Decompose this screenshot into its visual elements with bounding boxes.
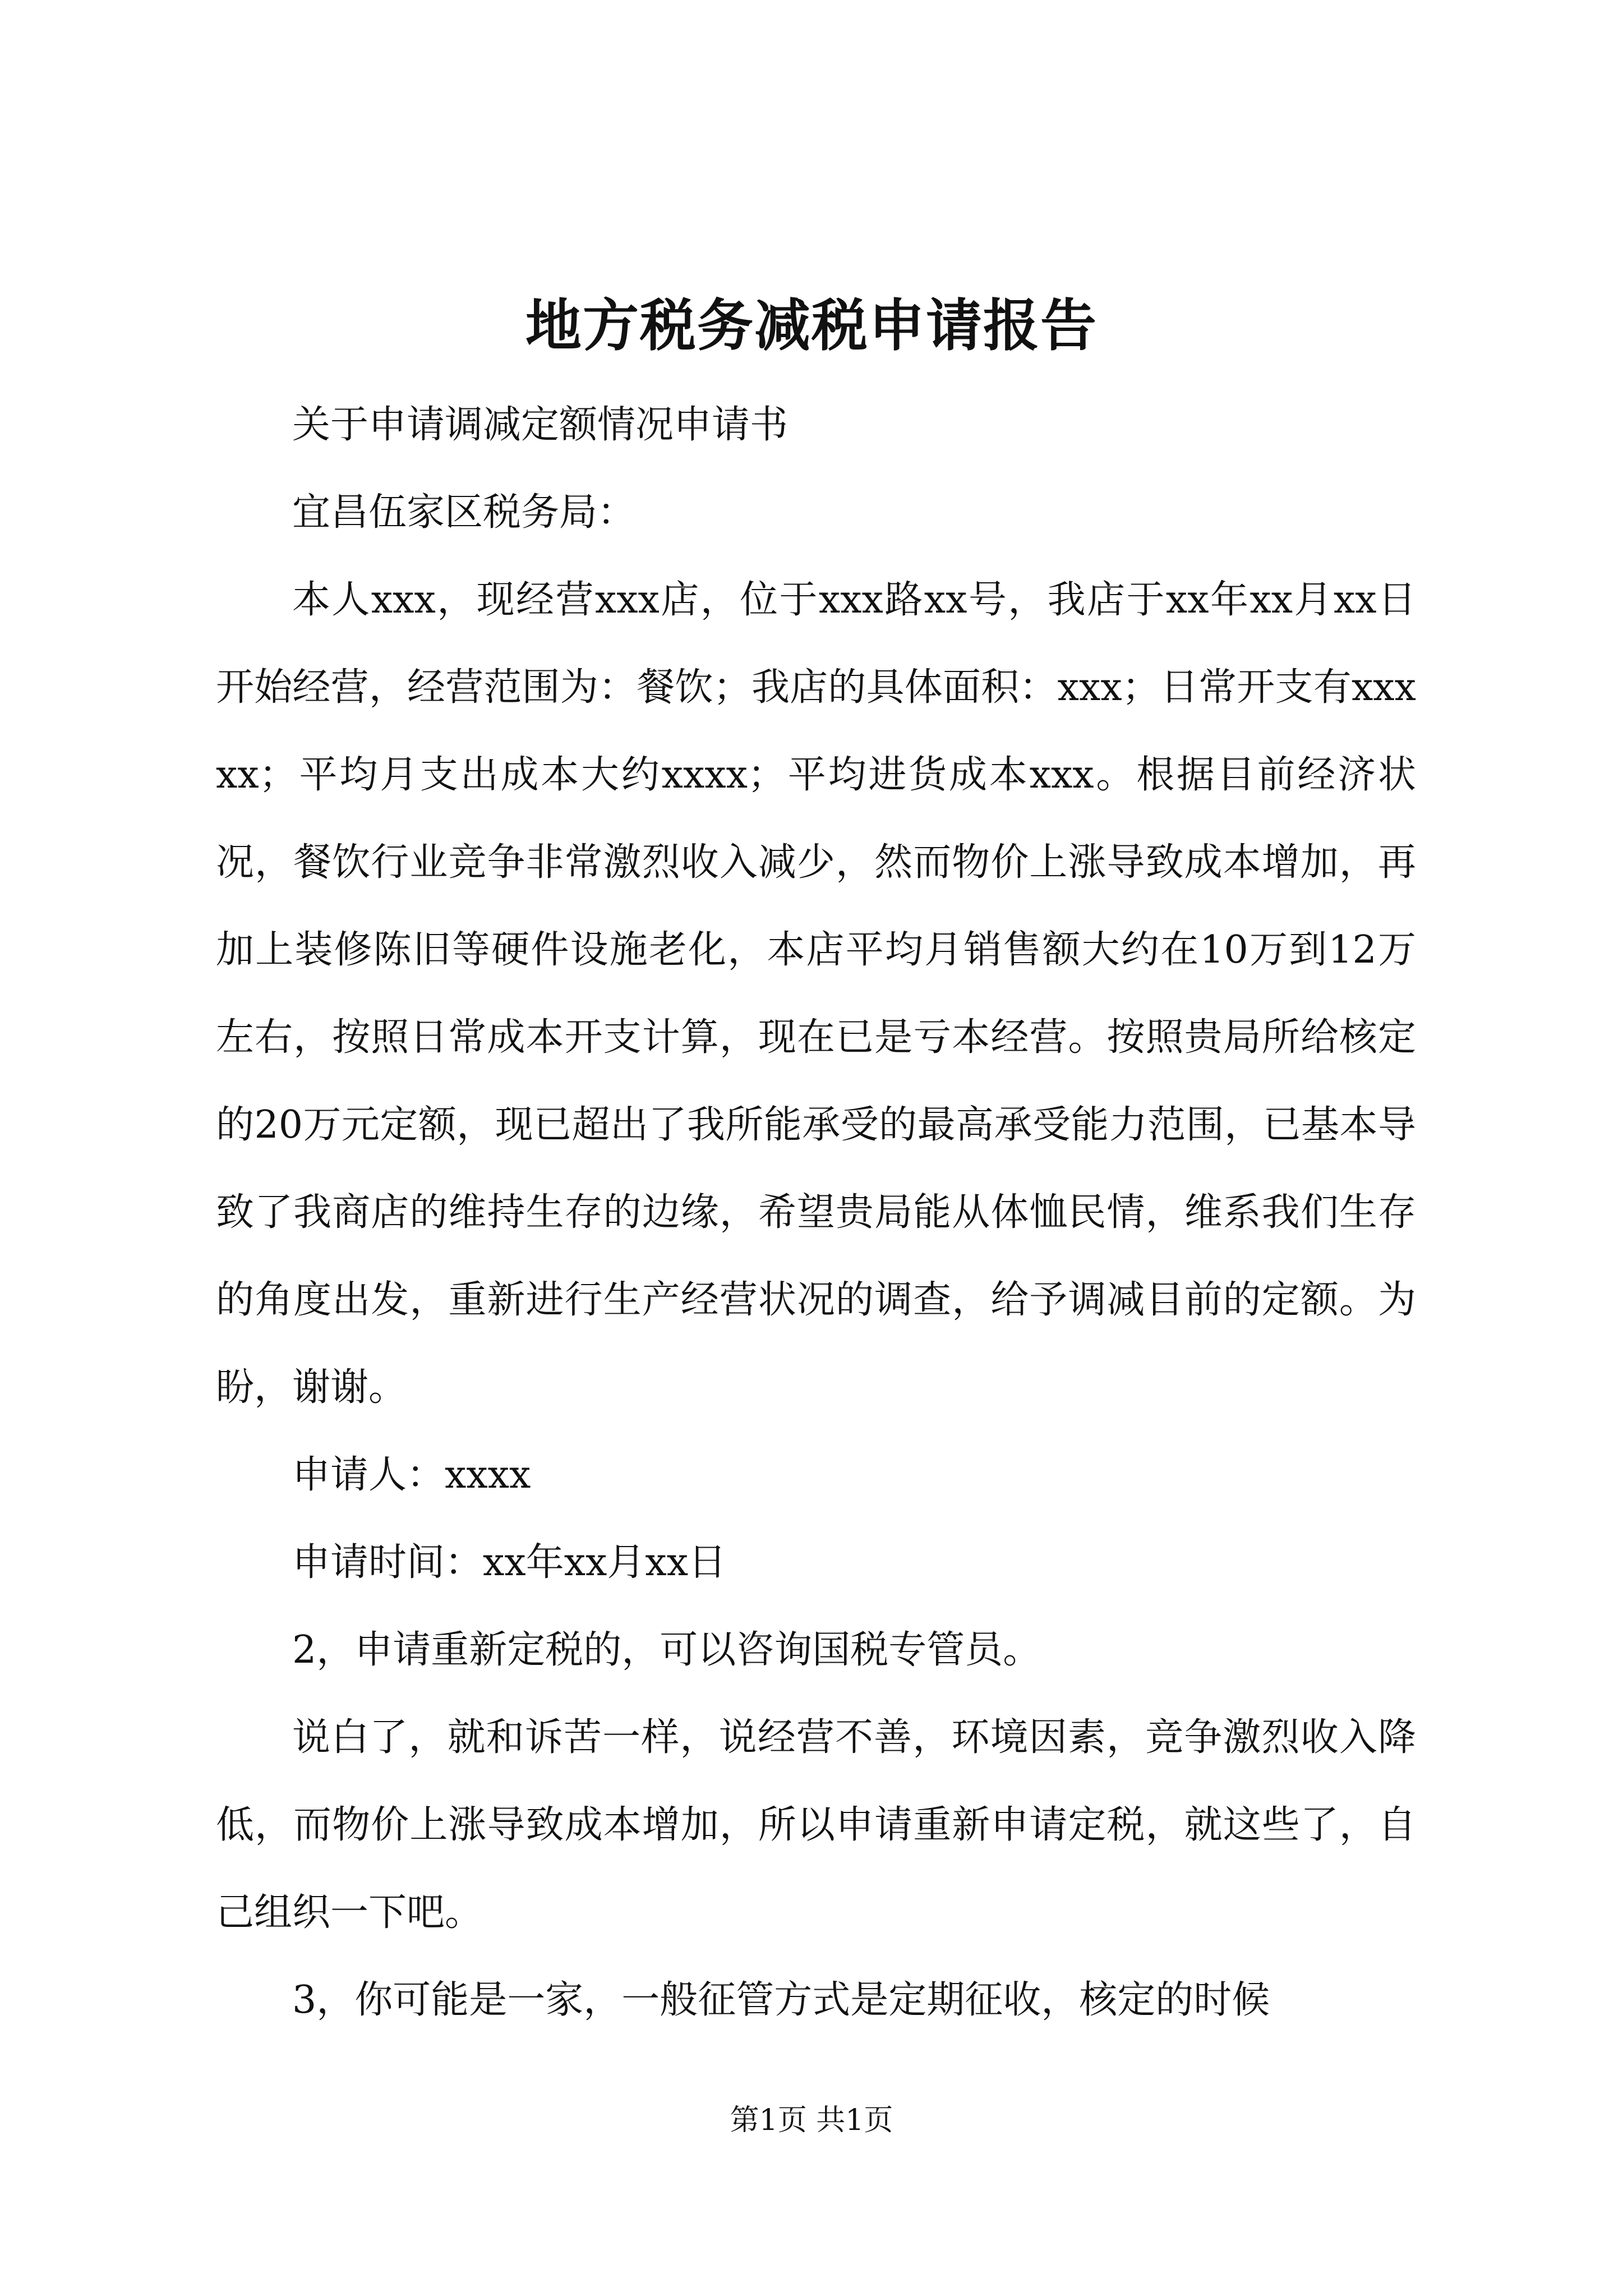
paragraph-recipient: 宜昌伍家区税务局： <box>292 490 636 535</box>
paragraph-point-3: 3，你可能是一家，一般征管方式是定期征收，核定的时候 <box>292 1978 1270 2022</box>
document-body <box>216 381 1416 2044</box>
paragraph-main-body: 本人xxx，现经营xxx店，位于xxx路xx号，我店于xx年xx月xx日开始经营，经营范围为：餐饮；我店的具体面积：xxx；日常开支有xxxxx；平均月支出成本大约xxxx；平均进货成本xxx。根据目前经济状况，餐饮行业竞争非常激烈收入减少，然而物价上涨导致成本增加，再加上装修陈旧等硬件设施老化，本店平均月销售额大约在10万到12万左右，按照日常成本开支计算，现在已是亏本经营。按照贵局所给核定的20万元定额，现已超出了我所能承受的最高承受能力范围，已基本导致了我商店的维持生存的边缘，希望贵局能从体恤民情，维系我们生存的角度出发，重新进行生产经营状况的调查，给予调减目前的定额。为盼，谢谢。 <box>216 578 1416 1410</box>
paragraph-point-2: 2，申请重新定税的，可以咨询国税专管员。 <box>292 1628 1041 1672</box>
paragraph-applicant: 申请人：xxxx <box>292 1453 531 1497</box>
document-title: 地方税务减税申请报告 <box>525 292 1098 358</box>
paragraph-application-date: 申请时间：xx年xx月xx日 <box>292 1540 727 1585</box>
paragraph-subject: 关于申请调减定额情况申请书 <box>292 403 789 447</box>
page-number-footer: 第1页 共1页 <box>730 2104 893 2137</box>
paragraph-explanation: 说白了，就和诉苦一样，说经营不善，环境因素，竞争激烈收入降低，而物价上涨导致成本增加，所以申请重新申请定税，就这些了，自己组织一下吧。 <box>216 1715 1416 1935</box>
